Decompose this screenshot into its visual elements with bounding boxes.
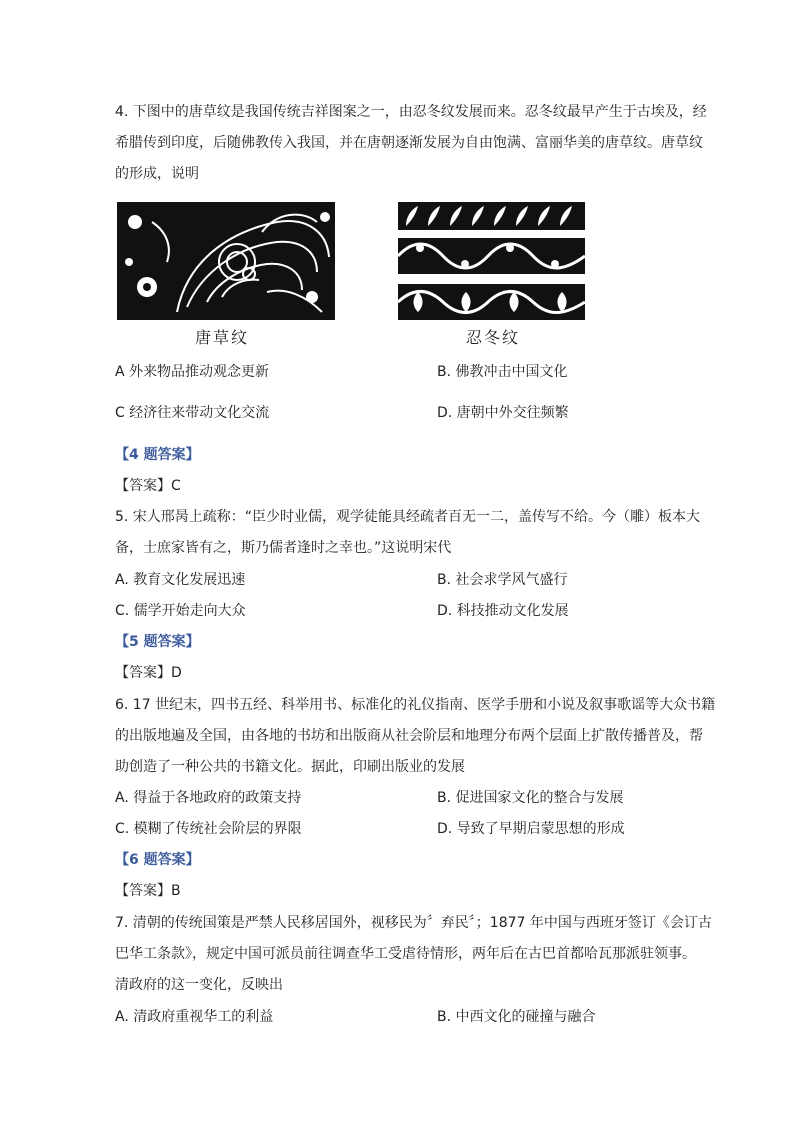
q6-option-d[interactable]: D. 导致了早期启蒙思想的形成: [437, 821, 625, 837]
tang-cao-pattern-image: [117, 202, 335, 320]
q5-option-c[interactable]: C. 儒学开始走向大众: [115, 603, 246, 619]
q5-line-1: 5. 宋人邢昺上疏称：“臣少时业儒，观学徒能具经疏者百无一二，盖传写不给。今（雕）板本大: [115, 509, 701, 525]
q5-option-b[interactable]: B. 社会求学风气盛行: [437, 572, 568, 588]
q7-option-a[interactable]: A. 清政府重视华工的利益: [115, 1009, 274, 1025]
q7-line-3: 清政府的这一变化，反映出: [115, 977, 283, 993]
q6-line-1: 6. 17 世纪末，四书五经、科举用书、标准化的礼仪指南、医学手册和小说及叙事歌谣等大众书籍: [115, 697, 716, 713]
q7-line-1: 7. 清朝的传统国策是严禁人民移居国外，视移民为〞弃民〞；1877 年中国与西班牙签订《会订古: [115, 915, 712, 931]
q4-line-2: 希腊传到印度，后随佛教传入我国，并在唐朝逐渐发展为自由饱满、富丽华美的唐草纹。唐草纹: [115, 135, 703, 151]
q6-option-b[interactable]: B. 促进国家文化的整合与发展: [437, 790, 624, 806]
q6-answer-heading: 【6 题答案】: [115, 852, 200, 868]
ren-dong-pattern-image: [398, 202, 585, 320]
q6-line-2: 的出版地遍及全国，由各地的书坊和出版商从社会阶层和地理分布两个层面上扩散传播普及，帮: [115, 728, 703, 744]
q4-answer-heading: 【4 题答案】: [115, 447, 200, 463]
q6-option-c[interactable]: C. 模糊了传统社会阶层的界限: [115, 821, 302, 837]
q4-line-1: 4. 下图中的唐草纹是我国传统吉祥图案之一，由忍冬纹发展而来。忍冬纹最早产生于古埃及，经: [115, 104, 707, 120]
q4-option-d[interactable]: D. 唐朝中外交往频繁: [437, 405, 569, 421]
q4-answer: 【答案】C: [115, 478, 181, 494]
q6-line-3: 助创造了一种公共的书籍文化。据此，印刷出版业的发展: [115, 759, 465, 775]
ren-dong-caption: 忍冬纹: [466, 328, 521, 347]
q5-line-2: 备，士庶家皆有之，斯乃儒者逢时之幸也。”这说明宋代: [115, 540, 452, 556]
q5-answer: 【答案】D: [115, 665, 182, 681]
q4-option-c[interactable]: C 经济往来带动文化交流: [115, 405, 270, 421]
q4-line-3: 的形成，说明: [115, 166, 199, 182]
q5-answer-heading: 【5 题答案】: [115, 634, 200, 650]
q5-option-a[interactable]: A. 教育文化发展迅速: [115, 572, 246, 588]
q5-option-d[interactable]: D. 科技推动文化发展: [437, 603, 569, 619]
q4-option-a[interactable]: A 外来物品推动观念更新: [115, 364, 270, 380]
tang-cao-caption: 唐草纹: [195, 328, 250, 347]
q4-option-b[interactable]: B. 佛教冲击中国文化: [437, 364, 568, 380]
q6-answer: 【答案】B: [115, 883, 181, 899]
q7-line-2: 巴华工条款》，规定中国可派员前往调查华工受虐待情形，两年后在古巴首都哈瓦那派驻领事。: [115, 946, 696, 962]
q6-option-a[interactable]: A. 得益于各地政府的政策支持: [115, 790, 302, 806]
q7-option-b[interactable]: B. 中西文化的碰撞与融合: [437, 1009, 596, 1025]
